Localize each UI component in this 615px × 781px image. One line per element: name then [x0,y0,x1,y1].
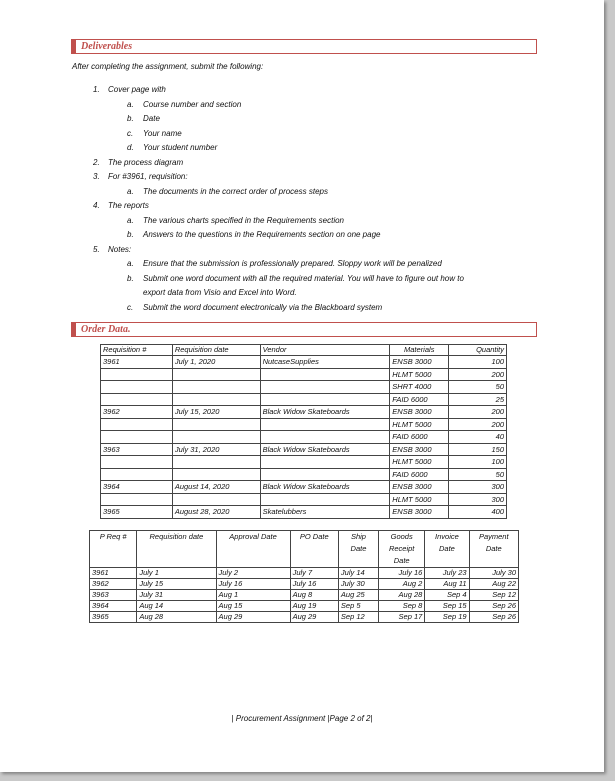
order-cell [260,381,390,394]
sublist-item-text: The various charts specified in the Requirements section [143,215,344,225]
process-row [90,568,519,579]
sublist-item-text: Answers to the questions in the Requirements section on one page [143,230,381,239]
list-item-text: The process diagram [108,157,184,167]
order-cell [260,493,390,506]
process-cell: Aug 14 [137,601,216,612]
quantity-cell: 50 [449,381,507,394]
process-cell: July 7 [290,568,338,579]
process-row [90,601,519,612]
order-cell [101,368,173,381]
quantity-cell: 400 [449,506,507,519]
order-header-cell: Requisition date [172,345,260,356]
process-cell: Sep 12 [469,590,518,601]
process-cell: July 23 [425,568,469,579]
order-row [101,468,507,481]
order-row [101,443,507,456]
process-cell: July 16 [290,579,338,590]
sublist-letter: a. [127,259,134,268]
process-cell: Aug 19 [290,601,338,612]
process-cell: Aug 1 [216,590,290,601]
process-cell: Aug 25 [338,590,378,601]
material-cell: ENSB 3000 [390,481,449,494]
quantity-cell: 100 [449,456,507,469]
sublist-letter: a. [127,186,134,196]
process-cell: July 2 [216,568,290,579]
material-cell: ENSB 3000 [390,506,449,519]
quantity-cell: 40 [449,431,507,444]
process-cell: 3965 [90,612,137,623]
process-header-cell: Payment Date [469,531,518,568]
list-number: 1. [93,85,100,94]
process-cell: Aug 2 [379,579,425,590]
order-cell: July 31, 2020 [172,443,260,456]
quantity-cell: 200 [449,418,507,431]
process-header-cell: Invoice Date [425,531,469,568]
process-cell: 3963 [90,590,137,601]
list-item-text: Notes: [108,244,132,254]
material-cell: HLMT 5000 [390,418,449,431]
order-header-cell: Quantity [449,345,507,356]
process-cell: July 15 [137,579,216,590]
process-cell: Sep 8 [379,601,425,612]
process-cell: Aug 8 [290,590,338,601]
material-cell: FAID 6000 [390,393,449,406]
process-cell: 3964 [90,601,137,612]
process-cell: Aug 28 [137,612,216,623]
sublist-item-text: The documents in the correct order of process steps [143,186,328,196]
process-header-cell: Ship Date [338,531,378,568]
process-cell: Aug 22 [469,579,518,590]
process-cell: Sep 5 [338,601,378,612]
order-row [101,393,507,406]
sublist-letter: d. [127,143,134,152]
order-cell [101,431,173,444]
process-cell: July 16 [379,568,425,579]
sublist-item-continuation: export data from Visio and Excel into Word. [143,288,297,297]
process-cell: 3962 [90,579,137,590]
process-cell: Aug 11 [425,579,469,590]
process-header-cell: PO Date [290,531,338,568]
order-row [101,481,507,494]
order-cell [101,418,173,431]
list-item-text: For #3961, requisition: [108,172,188,181]
process-cell: 3961 [90,568,137,579]
order-row [101,368,507,381]
process-header-cell: P Req # [90,531,137,568]
list-number: 3. [93,172,100,181]
sublist-letter: a. [127,99,134,109]
process-cell: Sep 4 [425,590,469,601]
order-cell [260,368,390,381]
order-cell: 3962 [101,406,173,419]
order-row [101,506,507,519]
quantity-cell: 300 [449,481,507,494]
process-cell: July 1 [137,568,216,579]
order-cell [172,431,260,444]
order-row [101,406,507,419]
order-cell [260,456,390,469]
order-cell [101,393,173,406]
process-row [90,590,519,601]
process-cell: Sep 26 [469,601,518,612]
material-cell: HLMT 5000 [390,456,449,469]
process-cell: Sep 12 [338,612,378,623]
list-item-text: Cover page with [108,85,166,94]
process-header-cell: Requisition date [137,531,216,568]
process-header-cell: Goods Receipt Date [379,531,425,568]
quantity-cell: 200 [449,368,507,381]
sublist-item-text: Submit the word document electronically via the Blackboard system [143,302,383,312]
order-cell: July 1, 2020 [172,356,260,369]
process-cell: Aug 15 [216,601,290,612]
order-header-cell: Vendor [260,345,390,356]
sublist-letter: a. [127,215,134,225]
order-data-heading [71,322,537,337]
sublist-letter: b. [127,114,134,123]
sublist-item-text: Ensure that the submission is professionally prepared. Sloppy work will be penalized [143,259,442,268]
page-footer: | Procurement Assignment |Page 2 of 2| [231,714,373,723]
order-cell: 3964 [101,481,173,494]
sublist-item-text: Your student number [143,143,218,152]
order-cell [260,431,390,444]
order-cell: 3961 [101,356,173,369]
process-row [90,579,519,590]
process-cell: Aug 29 [290,612,338,623]
order-row [101,493,507,506]
intro-text: After completing the assignment, submit the following: [72,62,264,71]
order-data-heading-text: Order Data. [81,324,131,335]
order-header-cell: Requisition # [101,345,173,356]
deliverables-heading [71,39,537,54]
deliverables-heading-text: Deliverables [81,41,133,52]
sublist-item-text: Your name [143,128,182,138]
order-row [101,456,507,469]
quantity-cell: 300 [449,493,507,506]
order-cell: Skatelubbers [260,506,390,519]
material-cell: FAID 6000 [390,468,449,481]
order-cell: July 15, 2020 [172,406,260,419]
process-cell: Sep 26 [469,612,518,623]
order-cell: Black Widow Skateboards [260,443,390,456]
list-number: 5. [93,244,100,254]
quantity-cell: 50 [449,468,507,481]
process-cell: Sep 17 [379,612,425,623]
process-cell: July 16 [216,579,290,590]
order-cell [101,456,173,469]
order-cell [172,393,260,406]
order-cell [260,468,390,481]
order-cell [172,493,260,506]
order-row [101,431,507,444]
order-cell [172,468,260,481]
quantity-cell: 150 [449,443,507,456]
order-header-cell: Materials [390,345,449,356]
list-number: 2. [93,157,100,167]
process-cell: July 30 [469,568,518,579]
order-cell: 3963 [101,443,173,456]
order-cell [260,418,390,431]
process-cell: Sep 15 [425,601,469,612]
order-cell: Black Widow Skateboards [260,406,390,419]
process-cell: July 14 [338,568,378,579]
order-table [100,344,507,519]
process-cell: Sep 19 [425,612,469,623]
order-cell [172,368,260,381]
order-cell [101,493,173,506]
material-cell: SHRT 4000 [390,381,449,394]
material-cell: ENSB 3000 [390,443,449,456]
order-cell: Black Widow Skateboards [260,481,390,494]
material-cell: ENSB 3000 [390,356,449,369]
sublist-letter: c. [127,128,134,138]
sublist-item-text: Course number and section [143,99,242,109]
order-cell: August 14, 2020 [172,481,260,494]
material-cell: ENSB 3000 [390,406,449,419]
order-row [101,381,507,394]
quantity-cell: 200 [449,406,507,419]
order-cell: NutcaseSupplies [260,356,390,369]
quantity-cell: 100 [449,356,507,369]
process-cell: July 30 [338,579,378,590]
sublist-letter: b. [127,230,134,239]
order-cell [101,468,173,481]
process-dates-table [89,530,519,623]
quantity-cell: 25 [449,393,507,406]
process-cell: Aug 28 [379,590,425,601]
material-cell: FAID 6000 [390,431,449,444]
order-cell [101,381,173,394]
sublist-item-text: Submit one word document with all the required material. You will have to figure out how to [143,273,464,283]
order-cell [172,418,260,431]
list-item-text: The reports [108,201,149,210]
process-row [90,612,519,623]
process-cell: July 31 [137,590,216,601]
sublist-item-text: Date [143,114,160,123]
order-cell [172,456,260,469]
sublist-letter: b. [127,273,134,283]
order-row [101,356,507,369]
sublist-letter: c. [127,302,134,312]
list-number: 4. [93,201,100,210]
material-cell: HLMT 5000 [390,368,449,381]
order-cell [260,393,390,406]
material-cell: HLMT 5000 [390,493,449,506]
process-cell: Aug 29 [216,612,290,623]
order-cell [172,381,260,394]
process-header-cell: Approval Date [216,531,290,568]
order-cell: August 28, 2020 [172,506,260,519]
order-row [101,418,507,431]
order-cell: 3965 [101,506,173,519]
